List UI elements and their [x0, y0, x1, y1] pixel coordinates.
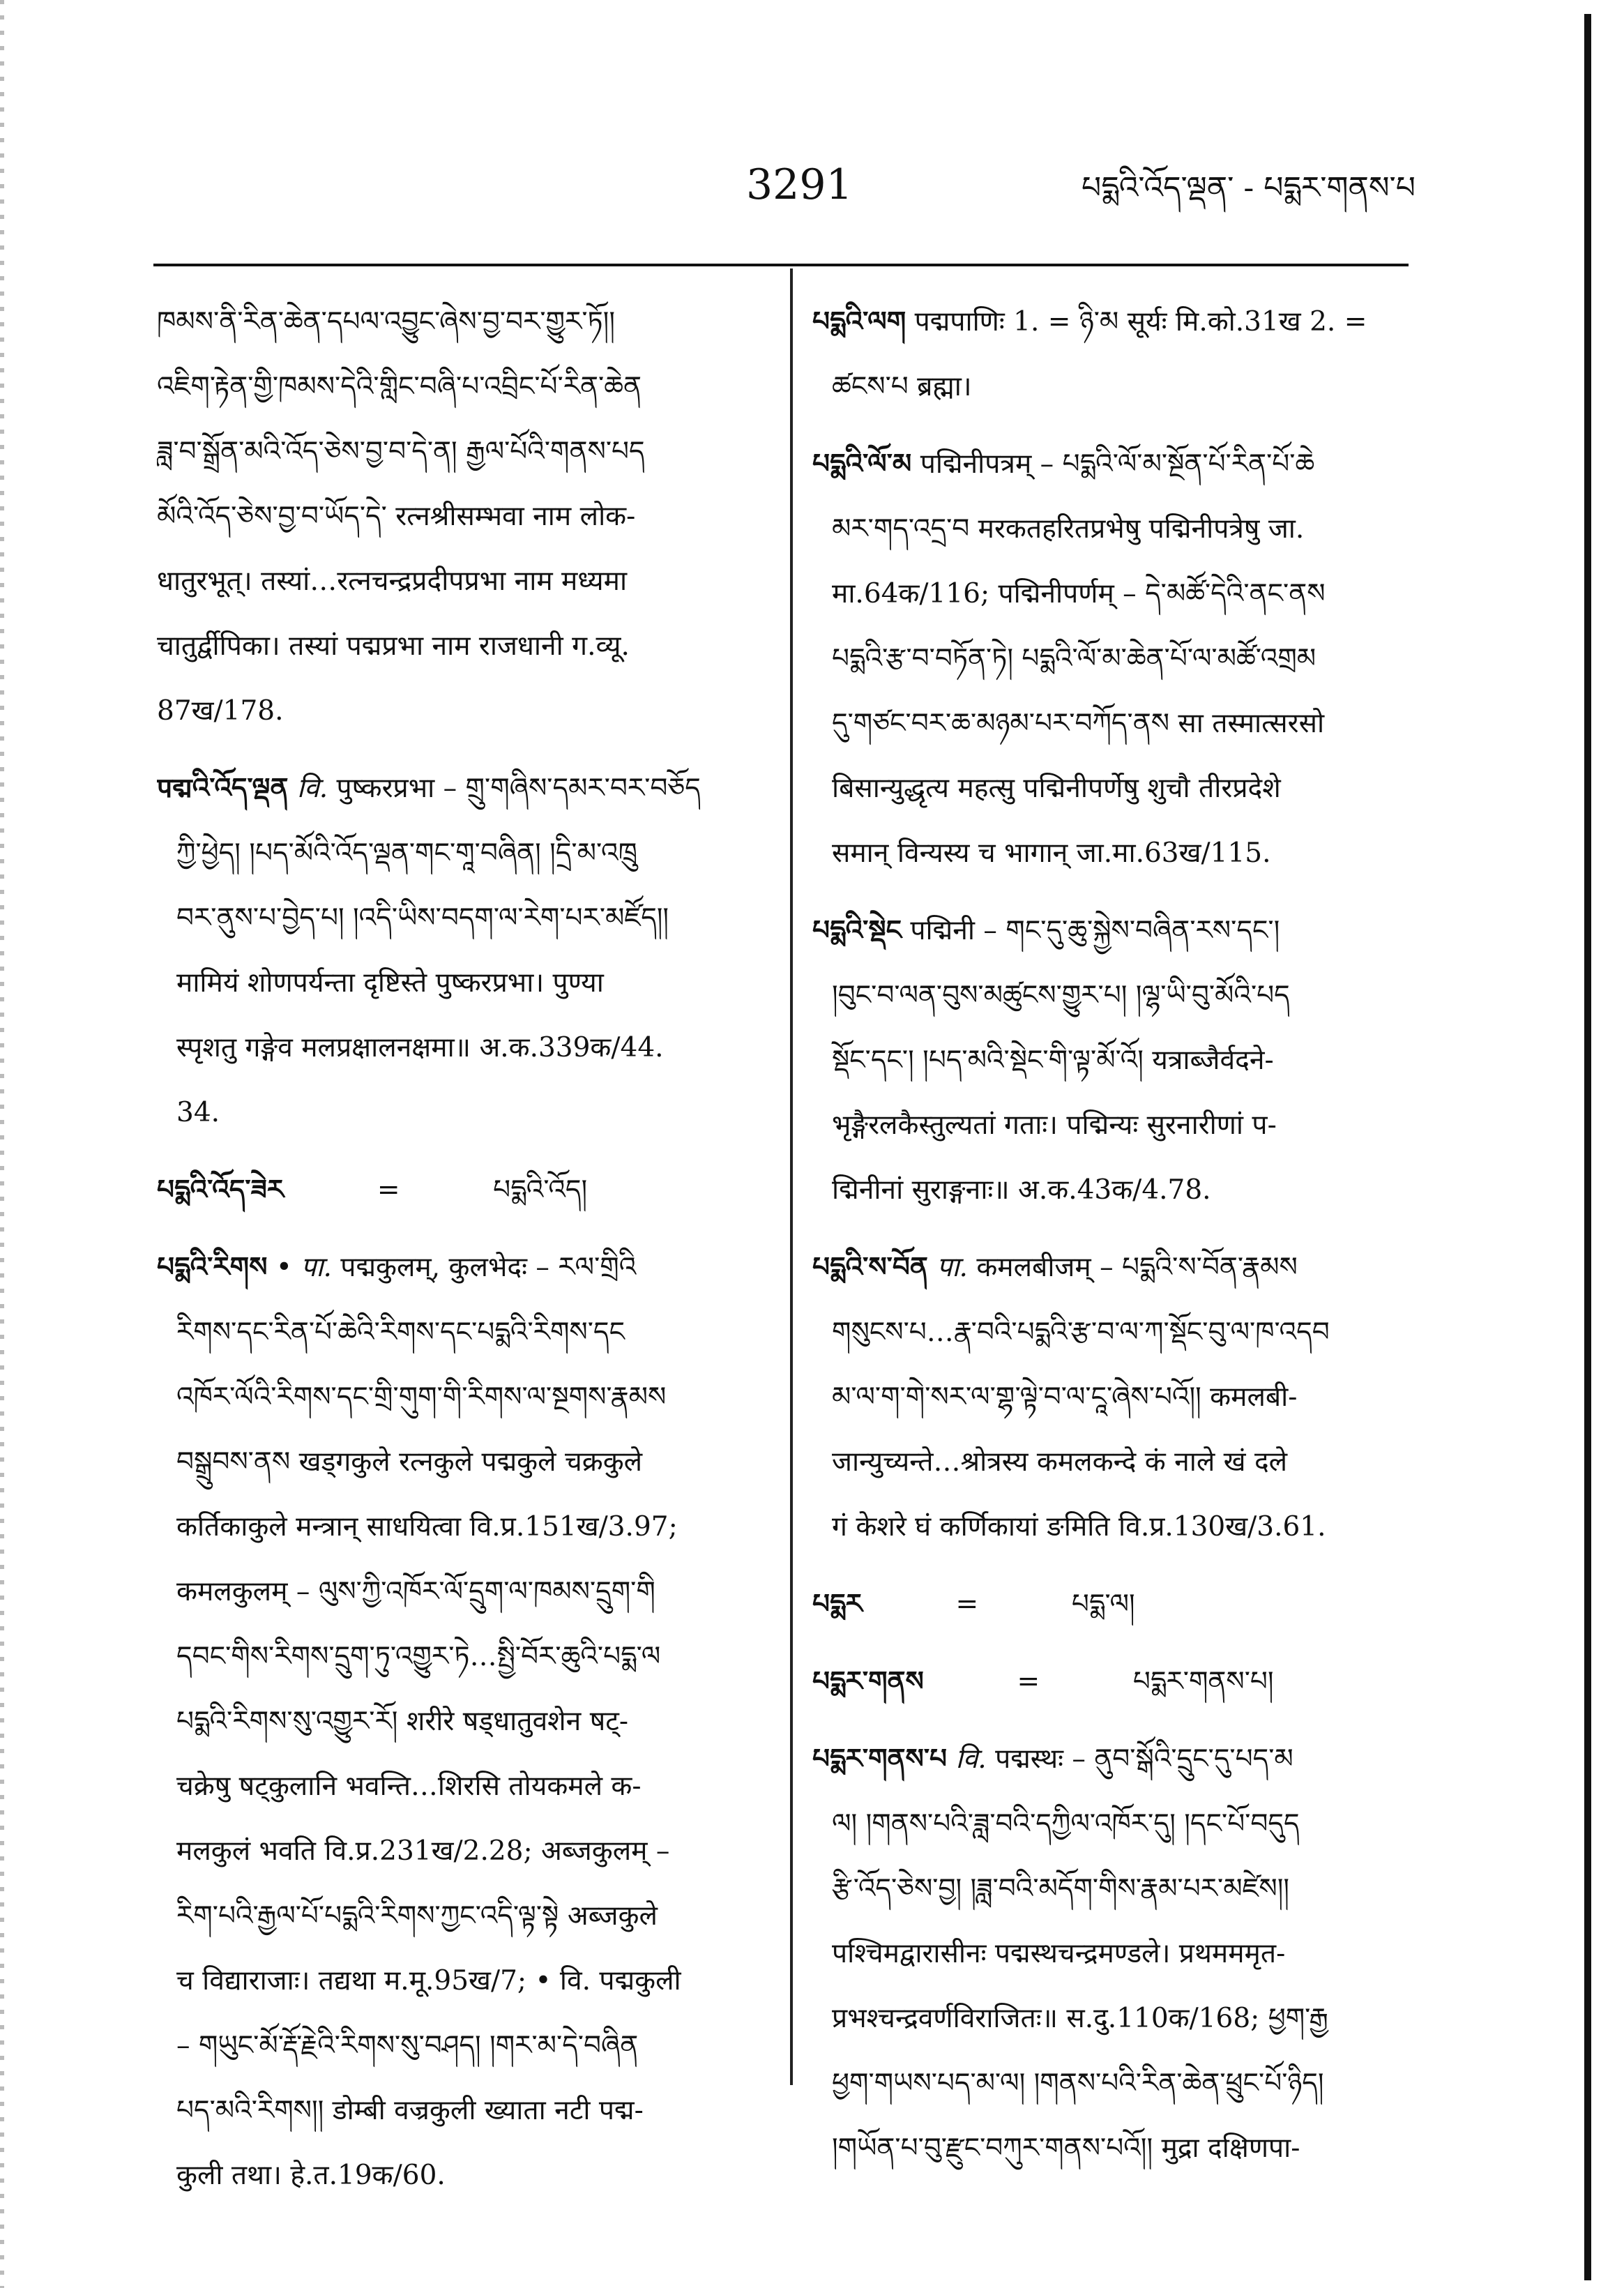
- cross-reference: [812, 1649, 1426, 1714]
- entry-first-line: [812, 289, 1426, 354]
- entry-line: भृङ्गैरलकैस्तुल्यतां गताः। पद्मिन्यः सुरनारीणां प-: [832, 1109, 1277, 1141]
- entry-line: कुली तथा। हे.त.19क/60.: [176, 2160, 446, 2191]
- entry-line: བསྒྲུབས་ནས खड्गकुले रत्नकुले पद्मकुले चक्रकुले: [176, 1446, 643, 1478]
- entry-line: प्रभश्चन्द्रवर्णविराजितः॥ स.दु.110क/168; ཕྱག་རྒྱ: [832, 2003, 1328, 2034]
- definition-text: पद्मकुलम्, कुलभेदः – རལ་གྲིའི: [340, 1252, 637, 1283]
- entry-line: པདྨའི་རྩ་བ་བཏོན་ཏེ། པདྨའི་ལོ་མ་ཆེན་པོ་ལ་མཚོ་འགྲམ: [832, 643, 1316, 674]
- entry-line: རིགས་དང་རིན་པོ་ཆེའི་རིགས་དང་པདྨའི་རིགས་དང: [176, 1317, 625, 1348]
- entry-line: कर्तिकाकुले मन्त्रान् साधयित्वा वि.प्र.151ख/3.97;: [176, 1511, 678, 1543]
- entry-line: च विद्याराजाः। तद्यथा म.मू.95ख/7; • वि. पद्मकुली: [176, 1965, 681, 1997]
- dictionary-entry: [812, 1727, 1426, 2181]
- scan-edge-artifact: [0, 0, 4, 2288]
- entry-line: ཚངས་པ ब्रह्मा।: [832, 371, 972, 402]
- headword: པདྨར་གནས: [812, 1665, 924, 1697]
- entry-first-line: [157, 1235, 771, 1300]
- definition-text: पद्मिनी – གང་དུ་ཆུ་སྐྱེས་བཞིན་རས་དང་།: [910, 915, 1280, 946]
- dictionary-entry: [812, 898, 1426, 1222]
- grammar-tag: • पा.: [275, 1252, 332, 1283]
- definition-text: पद्मिनीपत्रम् – པདྨའི་ལོ་མ་སྔོན་པོ་རིན་པོ་ཆེ: [920, 448, 1315, 480]
- headword: པདྨའི་སྡེང: [812, 914, 902, 946]
- entry-continuation: [157, 289, 771, 743]
- entry-line: स्पृशतु गङ्गेव मलप्रक्षालनक्षमा॥ अ.क.339क/44.: [176, 1032, 664, 1063]
- entry-line: སྡོང་དང་། །པད་མའི་སྡེང་གི་ལྟ་མོ་འོ། यत्राब्जैर्वदने-: [832, 1045, 1274, 1076]
- grammar-tag: वि.: [955, 1743, 987, 1775]
- running-head: པདྨའི་འོད་ལྡན་ - པདྨར་གནས་པ: [1082, 170, 1416, 206]
- entry-line: གསུངས་པ…རྣ་བའི་པདྨའི་རྩ་བ་ལ་ཀ་སྡོང་བུ་ལ་ཁ་འདབ: [832, 1317, 1330, 1348]
- page-number: 3291: [746, 160, 853, 209]
- entry-line: ཁམས་ནི་རིན་ཆེན་དཔལ་འབྱུང་ཞེས་བྱ་བར་གྱུར་ཏོ།།: [157, 306, 615, 338]
- entry-line: धातुरभूत्। तस्यां…रत्नचन्द्रप्रदीपप्रभा नाम मध्यमा: [157, 566, 628, 597]
- headword: པདྨའི་ལག: [812, 305, 906, 338]
- entry-line: 87ख/178.: [157, 695, 284, 727]
- entry-line: जान्युच्यन्ते…श्रोत्रस्य कमलकन्दे कं नाले खं दले: [832, 1446, 1288, 1478]
- left-column: [157, 289, 771, 2220]
- entry-line: चातुर्द्वीपिका। तस्यां पद्मप्रभा नाम राजधानी ग.व्यू.: [157, 630, 630, 662]
- page-header: [153, 157, 1416, 220]
- xref-target: པདྨའི་འོད།: [493, 1174, 588, 1206]
- entry-line: मलकुलं भवति वि.प्र.231ख/2.28; अब्जकुलम् –: [176, 1835, 670, 1867]
- entry-line: རྩི་འོད་ཅེས་བྱ། །ཟླ་བའི་མདོག་གིས་རྣམ་པར་མཛེས།།: [832, 1873, 1290, 1904]
- xref-target: པདྨ་ལ།: [1071, 1589, 1135, 1620]
- entry-line: །གཡོན་པ་བུ་རྫུང་བཀུར་གནས་པའོ།། मुद्रा दक्षिणपा-: [832, 2132, 1300, 2164]
- definition-text: पद्मपाणिः 1. = ཉི་མ सूर्यः मि.को.31ख 2. =: [914, 306, 1367, 338]
- entry-line: गं केशरे घं कर्णिकायां ङमिति वि.प्र.130ख/3.61.: [832, 1511, 1326, 1543]
- entry-line: མར་གད་འདྲ་བ मरकतहरितप्रभेषु पद्मिनीपत्रेषु जा.: [832, 513, 1305, 545]
- entry-line: मा.64क/116; पद्मिनीपर्णम् – དེ་མཚོ་དེའི་ནང་ནས: [832, 578, 1326, 609]
- entry-line: པད་མའི་རིགས།། डोम्बी वज्रकुली ख्याता नटी पद्म-: [176, 2095, 644, 2126]
- equals-sign: =: [955, 1589, 979, 1620]
- entry-line: མ་ལ་ག་གེ་སར་ལ་གྷ་ལྟེ་བ་ལ་ངཱ་ཞེས་པའོ།། कमलबी-: [832, 1381, 1298, 1413]
- entry-line: དབང་གིས་རིགས་དྲུག་ཏུ་འགྱུར་ཏེ…སྤྱི་བོར་ཆུའི་པདྨ་ལ: [176, 1641, 661, 1672]
- headword: པདྨར་གནས་པ: [812, 1743, 948, 1775]
- entry-first-line: [812, 1235, 1426, 1300]
- headword: པདྨར: [812, 1588, 863, 1620]
- entry-first-line: [157, 756, 771, 821]
- entry-line: ཀྱི་ཕྱེད། །པད་མོའི་འོད་ལྡན་གང་གཱ་བཞིན། །དྲི་མ་འཁྲུ: [176, 838, 637, 869]
- right-column: [812, 289, 1426, 2193]
- entry-line: མོའི་འོད་ཅེས་བྱ་བ་ཡོད་དེ་ रत्नश्रीसम्भवा नाम लोक-: [157, 501, 636, 532]
- entry-line: समान् विन्यस्य च भागान् जा.मा.63ख/115.: [832, 838, 1271, 869]
- dictionary-entry: [812, 432, 1426, 886]
- entry-line: ལ། །གནས་པའི་ཟླ་བའི་དཀྱིལ་འཁོར་དུ། །དང་པོ་བདུད: [832, 1808, 1300, 1840]
- entry-first-line: [812, 898, 1426, 963]
- entry-line: ཟླ་བ་སྒྲོན་མའི་འོད་ཅེས་བྱ་བ་དེ་ན། རྒྱལ་པོའི་གནས་པད: [157, 436, 645, 467]
- headword: པདྨའི་རིགས: [157, 1251, 268, 1283]
- entry-line: །བུང་བ་ལན་བུས་མཚུངས་གྱུར་པ། །ལྷ་ཡི་བུ་མོའི་པད: [832, 980, 1290, 1011]
- equals-sign: =: [377, 1174, 400, 1206]
- entry-line: – གཡུང་མོ་རྡོ་རྗེའི་རིགས་སུ་བཤད། །གར་མ་དེ་བཞིན: [176, 2030, 639, 2061]
- cross-reference: [812, 1572, 1426, 1637]
- definition-text: पद्मस्थः – ནུབ་སྒོའི་དྲུང་དུ་པད་མ: [995, 1743, 1293, 1775]
- headword: པདྨའི་ལོ་མ: [812, 448, 912, 480]
- equals-sign: =: [1017, 1666, 1040, 1697]
- headword: པདྨའི་ས་བོན: [812, 1251, 928, 1283]
- entry-first-line: [812, 1727, 1426, 1791]
- dictionary-entry: [812, 289, 1426, 419]
- entry-line: चक्रेषु षट्कुलानि भवन्ति…शिरसि तोयकमले क-: [176, 1771, 642, 1802]
- grammar-tag: वि.: [296, 773, 328, 804]
- column-divider: [790, 268, 793, 2085]
- dictionary-entry: [157, 756, 771, 1145]
- entry-line: བར་ནུས་པ་བྱེད་པ། །འདི་ཡིས་བདག་ལ་རེག་པར་མཛོད།།: [176, 902, 669, 934]
- entry-line: དུ་གཙང་བར་ཆ་མཉམ་པར་བཀོད་ནས सा तस्मात्सरसो: [832, 708, 1325, 739]
- entry-line: འཁོར་ལོའི་རིགས་དང་གྲི་གུག་གི་རིགས་ལ་སྔགས་རྣམས: [176, 1381, 667, 1413]
- dictionary-entry: [157, 1235, 771, 2208]
- binding-rule: [1584, 14, 1591, 2280]
- grammar-tag: पा.: [936, 1252, 968, 1283]
- entry-line: ཕྱག་གཡས་པད་མ་ལ། །གནས་པའི་རིན་ཆེན་ཕྲུང་པོ་ཉིད།: [832, 2068, 1324, 2099]
- definition-text: कमलबीजम् – པདྨའི་ས་བོན་རྣམས: [976, 1252, 1298, 1283]
- entry-line: कमलकुलम् – ལུས་ཀྱི་འཁོར་ལོ་དྲུག་ལ་ཁམས་དྲུག་གི: [176, 1576, 655, 1607]
- cross-reference: [157, 1158, 771, 1222]
- entry-line: मामियं शोणपर्यन्ता दृष्टिस्ते पुष्करप्रभा। पुण्या: [176, 967, 604, 999]
- entry-first-line: [812, 432, 1426, 497]
- dictionary-entry: [812, 1235, 1426, 1559]
- entry-line: པདྨའི་རིགས་སུ་འགྱུར་རོ། शरीरे षड्धातुवशेन षट्-: [176, 1706, 629, 1737]
- xref-target: པདྨར་གནས་པ།: [1132, 1666, 1274, 1697]
- entry-line: འཇིག་རྟེན་གྱི་ཁམས་དེའི་གླིང་བཞི་པ་འབྲིང་པོ་རིན་ཆེན: [157, 371, 642, 402]
- entry-line: बिसान्युद्धृत्य महत्सु पद्मिनीपर्णेषु शुचौ तीरप्रदेशे: [832, 773, 1281, 804]
- headword: पद्मའི་འོད་ལྡན: [157, 772, 289, 804]
- entry-line: རིག་པའི་རྒྱལ་པོ་པདྨའི་རིགས་ཀྱང་འདི་ལྟ་སྟེ अब्जकुले: [176, 1900, 658, 1932]
- headword: པདྨའི་འོད་ཟེར: [157, 1174, 284, 1206]
- entry-line: 34.: [176, 1097, 220, 1128]
- entry-line: पश्चिमद्वारासीनः पद्मस्थचन्द्रमण्डले। प्रथमममृत-: [832, 1938, 1286, 1969]
- definition-text: पुष्करप्रभा – གྲུ་གཞིས་དམར་བར་བཅོད: [336, 773, 701, 804]
- entry-line: द्मिनीनां सुराङ्गनाः॥ अ.क.43क/4.78.: [832, 1174, 1211, 1206]
- header-rule: [153, 264, 1409, 266]
